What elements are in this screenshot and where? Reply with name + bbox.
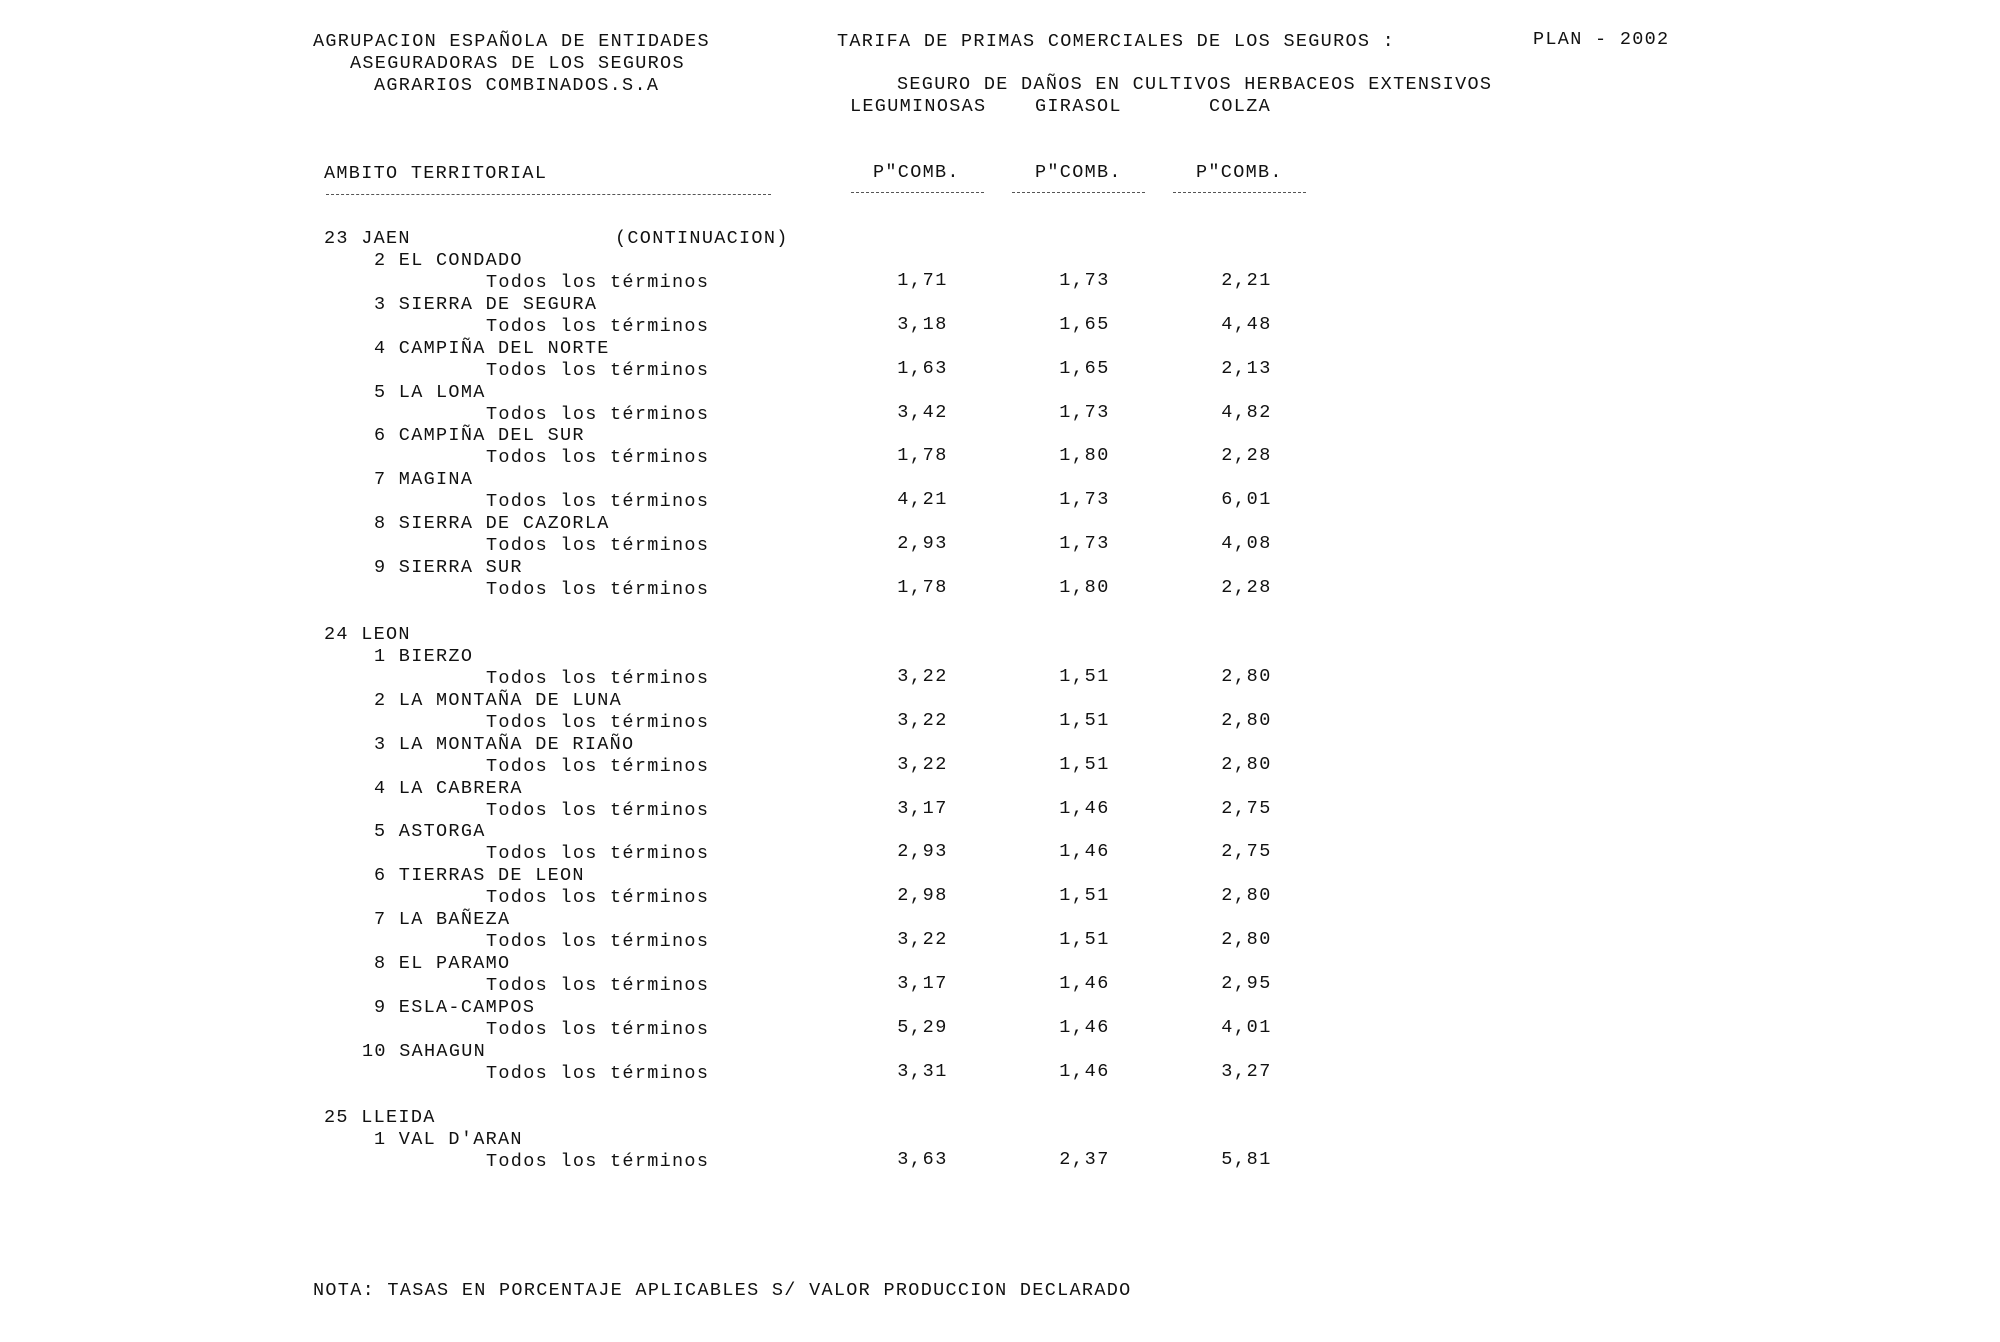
document-subtitle: SEGURO DE DAÑOS EN CULTIVOS HERBACEOS EXTENSIVOS bbox=[897, 74, 1493, 95]
value-colza: 4,08 bbox=[1221, 533, 1272, 554]
comarca-label: 2 LA MONTAÑA DE LUNA bbox=[374, 690, 623, 711]
comarca-label: 9 SIERRA SUR bbox=[374, 557, 523, 578]
value-girasol: 1,73 bbox=[1059, 402, 1110, 423]
plan-label: PLAN - 2002 bbox=[1533, 29, 1670, 50]
comarca-label: 5 ASTORGA bbox=[374, 821, 486, 842]
value-girasol: 1,51 bbox=[1059, 885, 1110, 906]
comarca-label: 6 CAMPIÑA DEL SUR bbox=[374, 425, 585, 446]
term-label: Todos los términos bbox=[486, 887, 710, 908]
comarca-label: 2 EL CONDADO bbox=[374, 250, 523, 271]
crop-girasol: GIRASOL bbox=[1035, 96, 1122, 117]
value-colza: 2,80 bbox=[1221, 885, 1272, 906]
column-header-leguminosas: P"COMB. bbox=[873, 162, 960, 183]
comarca-label: 7 LA BAÑEZA bbox=[374, 909, 511, 930]
value-leguminosas: 2,98 bbox=[897, 885, 948, 906]
term-label: Todos los términos bbox=[486, 491, 710, 512]
province-label: 24 LEON bbox=[324, 624, 411, 645]
term-label: Todos los términos bbox=[486, 843, 710, 864]
value-leguminosas: 2,93 bbox=[897, 533, 948, 554]
value-leguminosas: 4,21 bbox=[897, 489, 948, 510]
value-colza: 2,80 bbox=[1221, 754, 1272, 775]
value-girasol: 1,51 bbox=[1059, 666, 1110, 687]
footer-note: NOTA: TASAS EN PORCENTAJE APLICABLES S/ VALOR PRODUCCION DECLARADO bbox=[313, 1280, 1132, 1301]
value-girasol: 1,80 bbox=[1059, 445, 1110, 466]
comarca-label: 4 CAMPIÑA DEL NORTE bbox=[374, 338, 610, 359]
value-colza: 3,27 bbox=[1221, 1061, 1272, 1082]
value-colza: 2,75 bbox=[1221, 798, 1272, 819]
term-label: Todos los términos bbox=[486, 360, 710, 381]
value-colza: 2,80 bbox=[1221, 666, 1272, 687]
value-leguminosas: 1,63 bbox=[897, 358, 948, 379]
term-label: Todos los términos bbox=[486, 404, 710, 425]
value-girasol: 1,46 bbox=[1059, 798, 1110, 819]
value-leguminosas: 3,63 bbox=[897, 1149, 948, 1170]
term-label: Todos los términos bbox=[486, 975, 710, 996]
term-label: Todos los términos bbox=[486, 272, 710, 293]
province-note: (CONTINUACION) bbox=[615, 228, 789, 249]
term-label: Todos los términos bbox=[486, 579, 710, 600]
value-colza: 5,81 bbox=[1221, 1149, 1272, 1170]
term-label: Todos los términos bbox=[486, 1151, 710, 1172]
term-label: Todos los términos bbox=[486, 668, 710, 689]
value-girasol: 1,73 bbox=[1059, 533, 1110, 554]
separator-col1 bbox=[851, 192, 984, 193]
value-girasol: 1,46 bbox=[1059, 841, 1110, 862]
province-label: 25 LLEIDA bbox=[324, 1107, 436, 1128]
comarca-label: 5 LA LOMA bbox=[374, 382, 486, 403]
value-leguminosas: 3,22 bbox=[897, 666, 948, 687]
document-title: TARIFA DE PRIMAS COMERCIALES DE LOS SEGUROS : bbox=[837, 31, 1396, 52]
value-colza: 2,28 bbox=[1221, 445, 1272, 466]
term-label: Todos los términos bbox=[486, 447, 710, 468]
comarca-label: 4 LA CABRERA bbox=[374, 778, 523, 799]
term-label: Todos los términos bbox=[486, 1019, 710, 1040]
value-colza: 6,01 bbox=[1221, 489, 1272, 510]
value-colza: 2,21 bbox=[1221, 270, 1272, 291]
value-leguminosas: 1,78 bbox=[897, 577, 948, 598]
column-header-ambito: AMBITO TERRITORIAL bbox=[324, 163, 548, 184]
value-girasol: 1,65 bbox=[1059, 358, 1110, 379]
value-leguminosas: 3,22 bbox=[897, 710, 948, 731]
value-girasol: 1,46 bbox=[1059, 1017, 1110, 1038]
value-colza: 2,80 bbox=[1221, 929, 1272, 950]
value-girasol: 2,37 bbox=[1059, 1149, 1110, 1170]
province-label: 23 JAEN bbox=[324, 228, 411, 249]
value-colza: 2,28 bbox=[1221, 577, 1272, 598]
comarca-label: 1 VAL D'ARAN bbox=[374, 1129, 523, 1150]
term-label: Todos los términos bbox=[486, 800, 710, 821]
crop-leguminosas: LEGUMINOSAS bbox=[850, 96, 987, 117]
value-colza: 2,13 bbox=[1221, 358, 1272, 379]
value-girasol: 1,46 bbox=[1059, 973, 1110, 994]
comarca-label: 7 MAGINA bbox=[374, 469, 474, 490]
value-colza: 4,48 bbox=[1221, 314, 1272, 335]
value-leguminosas: 2,93 bbox=[897, 841, 948, 862]
value-colza: 4,01 bbox=[1221, 1017, 1272, 1038]
org-name-line-1: AGRUPACION ESPAÑOLA DE ENTIDADES bbox=[313, 31, 710, 52]
value-colza: 2,95 bbox=[1221, 973, 1272, 994]
value-leguminosas: 3,42 bbox=[897, 402, 948, 423]
value-girasol: 1,46 bbox=[1059, 1061, 1110, 1082]
term-label: Todos los términos bbox=[486, 1063, 710, 1084]
comarca-label: 1 BIERZO bbox=[374, 646, 474, 667]
term-label: Todos los términos bbox=[486, 756, 710, 777]
separator-col2 bbox=[1012, 192, 1145, 193]
value-leguminosas: 3,17 bbox=[897, 798, 948, 819]
org-name-line-2: ASEGURADORAS DE LOS SEGUROS bbox=[350, 53, 685, 74]
term-label: Todos los términos bbox=[486, 931, 710, 952]
value-girasol: 1,51 bbox=[1059, 710, 1110, 731]
term-label: Todos los términos bbox=[486, 535, 710, 556]
value-girasol: 1,65 bbox=[1059, 314, 1110, 335]
comarca-label: 3 LA MONTAÑA DE RIAÑO bbox=[374, 734, 635, 755]
comarca-label: 8 SIERRA DE CAZORLA bbox=[374, 513, 610, 534]
term-label: Todos los términos bbox=[486, 316, 710, 337]
value-colza: 2,75 bbox=[1221, 841, 1272, 862]
comarca-label: 6 TIERRAS DE LEON bbox=[374, 865, 585, 886]
separator-col3 bbox=[1173, 192, 1306, 193]
value-girasol: 1,73 bbox=[1059, 270, 1110, 291]
value-leguminosas: 1,78 bbox=[897, 445, 948, 466]
value-girasol: 1,73 bbox=[1059, 489, 1110, 510]
value-girasol: 1,51 bbox=[1059, 929, 1110, 950]
value-leguminosas: 3,22 bbox=[897, 929, 948, 950]
value-girasol: 1,80 bbox=[1059, 577, 1110, 598]
term-label: Todos los términos bbox=[486, 712, 710, 733]
crop-colza: COLZA bbox=[1209, 96, 1272, 117]
value-colza: 4,82 bbox=[1221, 402, 1272, 423]
value-girasol: 1,51 bbox=[1059, 754, 1110, 775]
comarca-label: 10 SAHAGUN bbox=[362, 1041, 487, 1062]
value-leguminosas: 3,22 bbox=[897, 754, 948, 775]
column-header-girasol: P"COMB. bbox=[1035, 162, 1122, 183]
value-leguminosas: 3,17 bbox=[897, 973, 948, 994]
comarca-label: 9 ESLA-CAMPOS bbox=[374, 997, 536, 1018]
column-header-colza: P"COMB. bbox=[1196, 162, 1283, 183]
value-leguminosas: 3,18 bbox=[897, 314, 948, 335]
value-leguminosas: 5,29 bbox=[897, 1017, 948, 1038]
value-leguminosas: 1,71 bbox=[897, 270, 948, 291]
value-leguminosas: 3,31 bbox=[897, 1061, 948, 1082]
separator-ambito bbox=[326, 194, 771, 195]
comarca-label: 8 EL PARAMO bbox=[374, 953, 511, 974]
comarca-label: 3 SIERRA DE SEGURA bbox=[374, 294, 598, 315]
org-name-line-3: AGRARIOS COMBINADOS.S.A bbox=[374, 75, 660, 96]
value-colza: 2,80 bbox=[1221, 710, 1272, 731]
